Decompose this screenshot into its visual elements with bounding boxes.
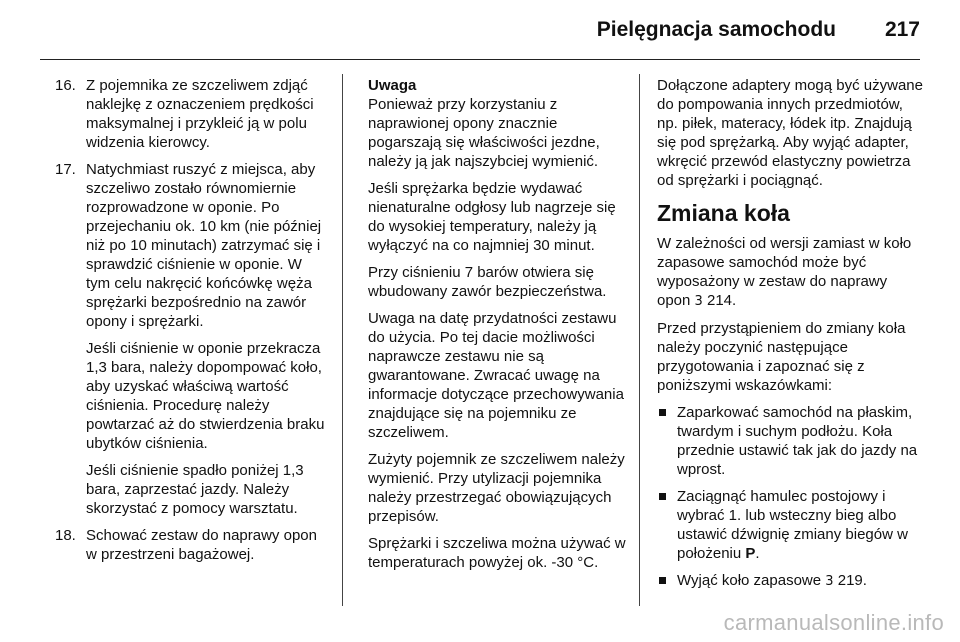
pressure-low-paragraph: Jeśli ciśnienie spadło poniżej 1,3 bara, zaprzestać jazdy. Należy skorzystać z pomocy warsztatu. xyxy=(86,462,304,517)
step-number: 16. xyxy=(55,77,76,94)
paragraph: Przed przystąpieniem do zmiany koła należy poczynić następujące przygotowania i zapoznać się z poniższymi wskazówkami: xyxy=(657,320,906,394)
column-divider xyxy=(342,74,343,606)
column-right xyxy=(657,76,923,599)
list-item-text: Zaparkować samochód na płaskim, twardym i suchym podłożu. Koła przednie ustawić tak jak do jazdy na wprost. xyxy=(677,404,918,478)
bullet-square-icon xyxy=(659,577,666,584)
list-item: Wyjąć koło zapasowe 3 219. xyxy=(657,571,923,591)
column-divider xyxy=(639,74,640,606)
step-text: Z pojemnika ze szczeliwem zdjąć naklejkę z oznaczeniem prędkości maksymalnej i przykleić ją w polu widzenia kierowcy. xyxy=(86,77,314,151)
bullet-square-icon xyxy=(659,493,666,500)
warning-title: Uwaga xyxy=(368,77,417,94)
page-title: Pielęgnacja samochodu xyxy=(596,18,836,41)
pressure-high-paragraph: Jeśli ciśnienie w oponie przekracza 1,3 bara, należy dopompować koło, aby uzyskać właściwą wartość ciśnienia. Procedurę należy powtarzać aż do stwierdzenia braku ubytków ciśnienia. xyxy=(86,340,325,452)
page-ref-link[interactable]: 214 xyxy=(707,292,733,309)
paragraph: Sprężarki i szczeliwa można używać w temperaturach powyżej ok. -30 °C. xyxy=(368,535,626,571)
watermark: carmanualsonline.info xyxy=(723,610,944,635)
section-heading: Zmiana koła xyxy=(657,200,790,226)
header-rule xyxy=(40,59,920,60)
paragraph: W zależności od wersji zamiast w koło zapasowe samochód może być wyposażony w zestaw do naprawy opon 3 214. xyxy=(657,235,912,309)
column-middle xyxy=(368,76,630,580)
page-ref-icon: 3 xyxy=(694,294,703,309)
paragraph-text: W zależności od wersji zamiast w koło zapasowe samochód może być wyposażony w zestaw do naprawy opon xyxy=(657,235,912,309)
page-ref-icon: 3 xyxy=(825,574,834,589)
column-left xyxy=(55,76,325,572)
page-header xyxy=(40,0,920,60)
page-ref-link[interactable]: 219 xyxy=(837,572,863,589)
step-18 xyxy=(55,526,325,564)
paragraph: Jeśli sprężarka będzie wydawać nienaturalne odgłosy lub nagrzeje się do wysokiej temperatury, należy ją wyłączyć na co najmniej 30 minut. xyxy=(368,180,616,254)
step-text: Natychmiast ruszyć z miejsca, aby szczeliwo zostało równomiernie rozprowadzone w oponie. Po przejechaniu ok. 10 km (nie później niż po 10 minutach) zatrzymać się i sprawdzić ciśnienie w oponie. W tym celu nakręcić końcówkę węża sprężarki bezpośrednio na zawór opony i sprężarki. xyxy=(86,161,322,330)
gear-position-label: P xyxy=(745,545,756,562)
list-item-text: Wyjąć koło zapasowe xyxy=(677,572,822,589)
bullet-square-icon xyxy=(659,409,666,416)
step-17 xyxy=(55,160,325,331)
paragraph: Przy ciśnieniu 7 barów otwiera się wbudowany zawór bezpieczeństwa. xyxy=(368,264,607,300)
paragraph: Zużyty pojemnik ze szczeliwem należy wymienić. Przy utylizacji pojemnika należy przestrzegać obowiązujących przepisów. xyxy=(368,451,625,525)
page-number: 217 xyxy=(884,18,920,41)
step-number: 18. xyxy=(55,527,76,544)
list-item: Zaciągnąć hamulec postojowy i wybrać 1. lub wsteczny bieg albo ustawić dźwignię zmiany biegów w położeniu P. xyxy=(657,487,923,563)
warning-text: Ponieważ przy korzystaniu z naprawionej opony znacznie pogarszają się właściwości jezdne, należy ją jak najszybciej wymienić. xyxy=(368,96,600,170)
step-16 xyxy=(55,76,325,152)
list-item-text: Zaciągnąć hamulec postojowy i wybrać 1. lub wsteczny bieg albo ustawić dźwignię zmiany biegów w położeniu xyxy=(677,488,908,562)
paragraph: Dołączone adaptery mogą być używane do pompowania innych przedmiotów, np. piłek, materacy, łódek itp. Znajdują się pod sprężarką. Aby wyjąć adapter, wkręcić przewód elastyczny powietrza od sprężarki i pociągnąć. xyxy=(657,77,923,189)
list-item xyxy=(657,403,923,479)
step-number: 17. xyxy=(55,161,76,178)
step-text: Schować zestaw do naprawy opon w przestrzeni bagażowej. xyxy=(86,527,317,563)
paragraph: Uwaga na datę przydatności zestawu do użycia. Po tej dacie możliwości naprawcze zestawu nie są gwarantowane. Zwracać uwagę na informacje dotyczące przechowywania znajdujące się na pojemniku ze szczeliwem. xyxy=(368,310,624,441)
